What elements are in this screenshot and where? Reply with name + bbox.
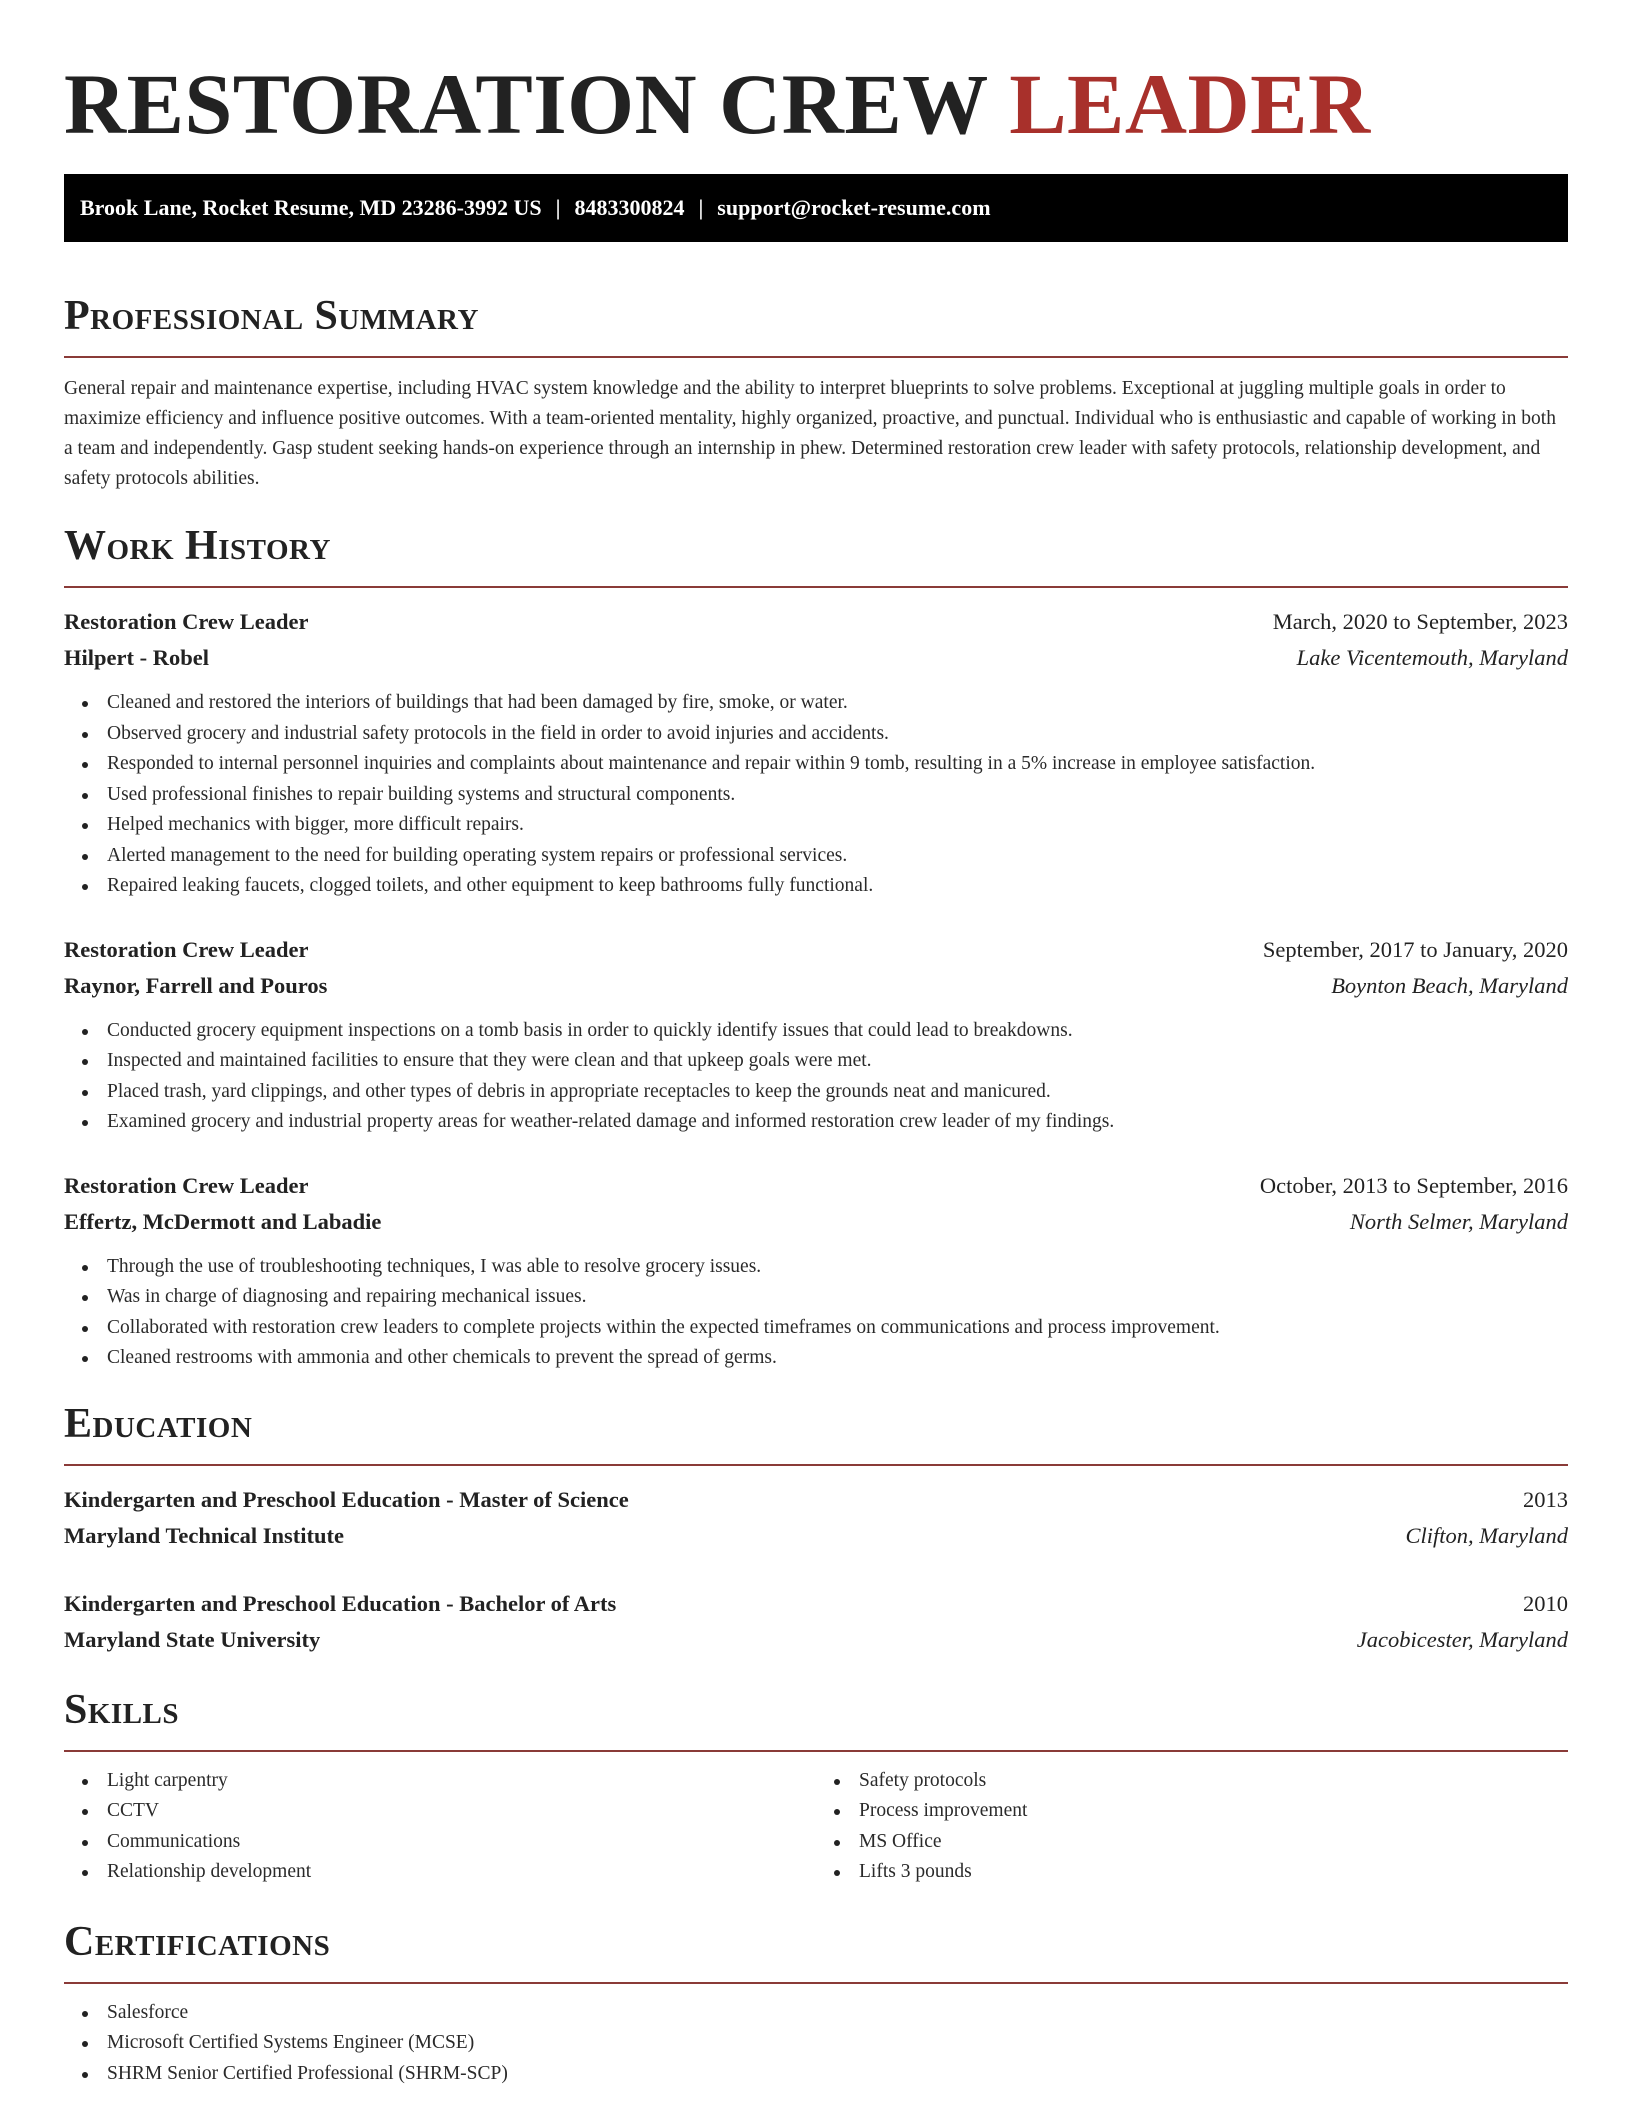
section-heading-work-history: Work History xyxy=(64,523,331,569)
education-school-row xyxy=(64,1622,1568,1658)
job-title: Restoration Crew Leader xyxy=(64,609,309,634)
job-location: Boynton Beach, Maryland xyxy=(1331,972,1568,998)
page-title xyxy=(64,0,1568,150)
list-item: Inspected and maintained facilities to ensure that they were clean and that upkeep goals were met. xyxy=(107,1046,1568,1077)
job-company: Hilpert - Robel xyxy=(64,645,209,670)
list-item: CCTV xyxy=(107,1796,816,1827)
list-item: Responded to internal personnel inquiries and complaints about maintenance and repair within 9 tomb, resulting in a 5% increase in employee satisfaction. xyxy=(107,749,1568,780)
summary-text: General repair and maintenance expertise, including HVAC system knowledge and the ability to interpret blueprints to solve problems. Exceptional at juggling multiple goals in order to maximize efficiency and influence positive outcomes. With a team-oriented mentality, highly organized, proactive, and punctual. Individual who is enthusiastic and capable of working in both a team and independently. Gasp student seeking hands-on experience through an internship in phew. Determined restoration crew leader with safety protocols, relationship development, and safety protocols abilities. xyxy=(64,378,1556,489)
job-header-row xyxy=(64,932,1568,968)
education-entry xyxy=(64,1482,1568,1554)
job-entry xyxy=(64,604,1568,902)
contact-separator: | xyxy=(555,195,561,220)
job-entry xyxy=(64,1168,1568,1374)
education-year: 2013 xyxy=(1523,1486,1568,1512)
skills-section xyxy=(64,1686,1568,1888)
list-item: Helped mechanics with bigger, more difficult repairs. xyxy=(107,810,1568,841)
contact-email[interactable]: support@rocket-resume.com xyxy=(717,195,991,220)
job-company: Effertz, McDermott and Labadie xyxy=(64,1208,382,1234)
list-item: Cleaned restrooms with ammonia and other chemicals to prevent the spread of germs. xyxy=(107,1343,1568,1374)
education-school: Maryland State University xyxy=(64,1626,321,1652)
job-location: North Selmer, Maryland xyxy=(1349,1208,1568,1234)
list-item: Light carpentry xyxy=(107,1766,816,1797)
list-item: MS Office xyxy=(859,1827,1568,1858)
section-heading-summary: Professional Summary xyxy=(64,293,479,339)
contact-phone[interactable]: 8483300824 xyxy=(574,195,685,220)
certifications-section xyxy=(64,1918,1568,2090)
section-heading-certifications: Certifications xyxy=(64,1918,331,1965)
education-year: 2010 xyxy=(1523,1590,1568,1616)
list-item: Collaborated with restoration crew leaders to complete projects within the expected timeframes on communications and process improvement. xyxy=(107,1313,1568,1344)
job-dates: March, 2020 to September, 2023 xyxy=(1272,609,1568,634)
certifications-list xyxy=(64,1998,1568,2090)
education-location: Clifton, Maryland xyxy=(1405,1522,1568,1548)
list-item: Alerted management to the need for building operating system repairs or professional services. xyxy=(107,841,1568,872)
education-degree: Kindergarten and Preschool Education - Master of Science xyxy=(64,1486,629,1512)
section-divider xyxy=(64,1982,1568,1984)
job-bullets xyxy=(64,1252,1568,1374)
list-item: Conducted grocery equipment inspections on a tomb basis in order to quickly identify issues that could lead to breakdowns. xyxy=(107,1016,1568,1047)
education-entry xyxy=(64,1586,1568,1658)
education-school: Maryland Technical Institute xyxy=(64,1522,345,1548)
job-header-row xyxy=(64,604,1568,640)
education-school-row xyxy=(64,1518,1568,1554)
job-dates: September, 2017 to January, 2020 xyxy=(1262,936,1568,962)
job-title: Restoration Crew Leader xyxy=(64,936,309,962)
job-dates: October, 2013 to September, 2016 xyxy=(1259,1172,1568,1198)
contact-address: Brook Lane, Rocket Resume, MD 23286-3992 US xyxy=(80,195,542,220)
section-divider xyxy=(64,586,1568,588)
skills-column-right xyxy=(816,1766,1568,1888)
list-item: Placed trash, yard clippings, and other types of debris in appropriate receptacles to keep the grounds neat and manicured. xyxy=(107,1077,1568,1108)
list-item: Communications xyxy=(107,1827,816,1858)
section-divider xyxy=(64,1750,1568,1752)
work-history-section xyxy=(64,522,1568,1374)
education-location: Jacobicester, Maryland xyxy=(1356,1626,1568,1652)
job-header-row xyxy=(64,1168,1568,1204)
list-item: Repaired leaking faucets, clogged toilets, and other equipment to keep bathrooms fully functional. xyxy=(107,871,1568,902)
job-company-row xyxy=(64,640,1568,676)
title-main: RESTORATION CREW xyxy=(64,56,988,152)
job-company: Raynor, Farrell and Pouros xyxy=(64,972,328,998)
job-title: Restoration Crew Leader xyxy=(64,1172,309,1198)
education-degree-row xyxy=(64,1482,1568,1518)
contact-separator: | xyxy=(698,195,704,220)
education-degree: Kindergarten and Preschool Education - Bachelor of Arts xyxy=(64,1590,617,1616)
list-item: Observed grocery and industrial safety protocols in the field in order to avoid injuries and accidents. xyxy=(107,719,1568,750)
section-heading-skills: Skills xyxy=(64,1686,180,1733)
list-item: Examined grocery and industrial property areas for weather-related damage and informed restoration crew leader of my findings. xyxy=(107,1107,1568,1138)
job-bullets xyxy=(64,1016,1568,1138)
title-accent: LEADER xyxy=(1009,56,1371,152)
list-item: Safety protocols xyxy=(859,1766,1568,1797)
section-heading-education: Education xyxy=(64,1400,253,1447)
education-degree-row xyxy=(64,1586,1568,1622)
summary-section xyxy=(64,292,1568,494)
job-bullets xyxy=(64,688,1568,902)
list-item: Cleaned and restored the interiors of buildings that had been damaged by fire, smoke, or water. xyxy=(107,688,1568,719)
list-item: SHRM Senior Certified Professional (SHRM-SCP) xyxy=(107,2059,1568,2090)
skills-list xyxy=(64,1766,816,1888)
job-entry xyxy=(64,932,1568,1138)
skills-grid xyxy=(64,1766,1568,1888)
skills-column-left xyxy=(64,1766,816,1888)
job-company-row xyxy=(64,1204,1568,1240)
education-section xyxy=(64,1400,1568,1658)
list-item: Was in charge of diagnosing and repairing mechanical issues. xyxy=(107,1282,1568,1313)
list-item: Through the use of troubleshooting techniques, I was able to resolve grocery issues. xyxy=(107,1252,1568,1283)
section-divider xyxy=(64,356,1568,358)
job-location: Lake Vicentemouth, Maryland xyxy=(1296,645,1568,670)
list-item: Process improvement xyxy=(859,1796,1568,1827)
list-item: Relationship development xyxy=(107,1857,816,1888)
contact-bar xyxy=(64,174,1568,242)
list-item: Lifts 3 pounds xyxy=(859,1857,1568,1888)
list-item: Microsoft Certified Systems Engineer (MCSE) xyxy=(107,2028,1568,2059)
list-item: Used professional finishes to repair building systems and structural components. xyxy=(107,780,1568,811)
section-divider xyxy=(64,1464,1568,1466)
skills-list xyxy=(816,1766,1568,1888)
job-company-row xyxy=(64,968,1568,1004)
list-item: Salesforce xyxy=(107,1998,1568,2029)
